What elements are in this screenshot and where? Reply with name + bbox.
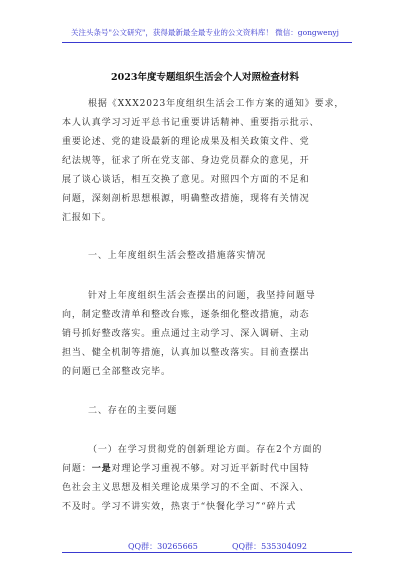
paragraph-line: 向，制定整改清单和整改台账，逐条细化整改措施，动态 bbox=[62, 310, 310, 320]
emphasis-text: 一是 bbox=[91, 464, 112, 474]
paragraph-line: （一）在学习贯彻党的创新理论方面。存在2个方面的 bbox=[88, 445, 323, 455]
paragraph-line: 问题，深刻剖析思想根源，明确整改措施，现将有关情况 bbox=[62, 194, 310, 204]
paragraph-line: 的问题已全部整改完毕。 bbox=[62, 367, 171, 377]
footer-qq-group-2: QQ群：535304092 bbox=[232, 542, 307, 551]
paragraph-text: 对理论学习重视不够。对习近平新时代中国特 bbox=[111, 464, 310, 474]
footer-divider bbox=[62, 552, 352, 553]
paragraph-text: 问题： bbox=[62, 464, 92, 474]
paragraph-line: 汇报如下。 bbox=[62, 213, 112, 223]
paragraph-line: 展了谈心谈话，相互交换了意见。对照四个方面的不足和 bbox=[62, 175, 310, 185]
section-heading: 一、上年度组织生活会整改措施落实情况 bbox=[88, 251, 267, 261]
section-heading: 二、存在的主要问题 bbox=[88, 406, 178, 416]
header-banner: 关注头条号"公文研究"，获得最新最全最专业的公文资料库！ 微信：gongwenyj bbox=[71, 28, 339, 37]
paragraph-line: 纪法规等，征求了所在党支部、身边党员群众的意见，开 bbox=[62, 156, 310, 166]
paragraph-line bbox=[62, 463, 310, 475]
header-divider bbox=[62, 42, 352, 43]
paragraph-line: 重要论述、党的建设最新的理论成果及相关政策文件、党 bbox=[62, 137, 310, 147]
paragraph-line: 销号抓好整改落实。重点通过主动学习、深入调研、主动 bbox=[62, 329, 310, 339]
paragraph-line: 不及时。学习不讲实效，热衷于“快餐化学习”“碎片式 bbox=[62, 502, 297, 512]
paragraph-line: 本人认真学习习近平总书记重要讲话精神、重要指示批示、 bbox=[62, 118, 320, 128]
paragraph-line: 根据《XXX2023年度组织生活会工作方案的通知》要求， bbox=[88, 99, 345, 109]
paragraph-line: 色社会主义思想及相关理论成果学习的不全面、不深入、 bbox=[62, 483, 310, 493]
paragraph-line: 担当、健全机制等措施，认真加以整改落实。目前查摆出 bbox=[62, 348, 310, 358]
paragraph-line: 针对上年度组织生活会查摆出的问题，我坚持问题导 bbox=[88, 291, 316, 301]
document-title: 2023年度专题组织生活会个人对照检查材料 bbox=[111, 72, 299, 83]
footer-qq-group-1: QQ群：30265665 bbox=[128, 542, 198, 551]
